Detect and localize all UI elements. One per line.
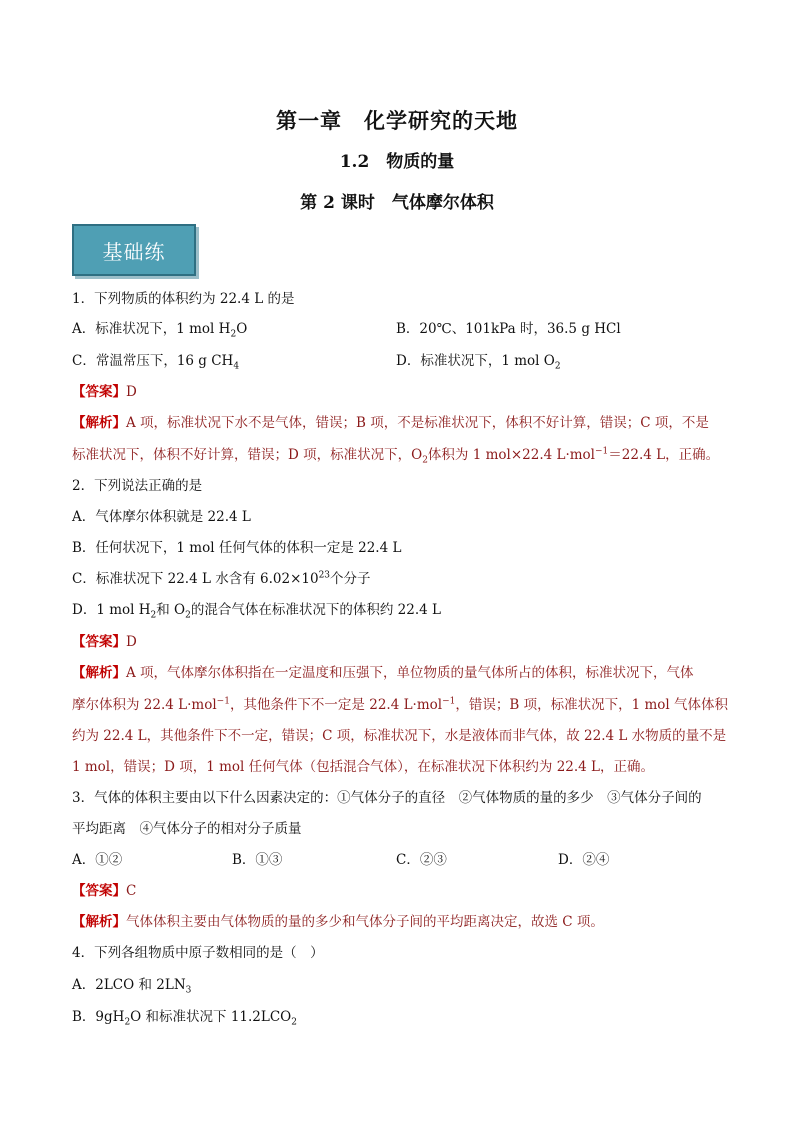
q2-d-text: D．1 mol H bbox=[72, 602, 151, 618]
analysis-sup: −1 bbox=[216, 696, 230, 707]
q1-d-sub: 2 bbox=[554, 361, 561, 372]
q1-a-text: A．标准状况下，1 mol H bbox=[72, 321, 231, 337]
q1-answer bbox=[72, 383, 137, 401]
q2-option-d bbox=[72, 601, 441, 619]
q4-b-mid: O 和标准状况下 11.2LCO bbox=[130, 1009, 292, 1025]
section-title: 1.2 物质的量 bbox=[339, 152, 455, 172]
q1-option-d bbox=[396, 352, 561, 370]
q1-a-post: O bbox=[236, 321, 248, 337]
analysis-text: ，错误；B 项，标准状况下，1 mol 气体体积 bbox=[455, 697, 729, 713]
q1-c-sub: 4 bbox=[233, 361, 240, 372]
analysis-tag: 【解析】 bbox=[72, 665, 126, 681]
analysis-tag: 【解析】 bbox=[72, 415, 126, 431]
q4-option-a bbox=[72, 976, 191, 994]
q1-analysis-line-1 bbox=[72, 414, 709, 432]
q4-stem: 4．下列各组物质中原子数相同的是（ ） bbox=[72, 945, 324, 961]
q2-analysis-line-1 bbox=[72, 664, 694, 682]
chapter-title: 第一章 化学研究的天地 bbox=[276, 108, 518, 133]
analysis-text: ，其他条件下不一定是 22.4 L·mol bbox=[229, 697, 443, 713]
q4-a-text: A．2LCO 和 2LN bbox=[72, 977, 186, 993]
q2-c-post: 个分子 bbox=[330, 571, 371, 587]
answer-value: D bbox=[126, 634, 137, 650]
analysis-text: A 项，气体摩尔体积指在一定温度和压强下，单位物质的量气体所占的体积，标准状况下，气体 bbox=[126, 665, 694, 681]
q3-stem-line-2: 平均距离 ④气体分子的相对分子质量 bbox=[72, 821, 302, 837]
q3-answer bbox=[72, 882, 136, 900]
q4-option-b bbox=[72, 1008, 297, 1026]
q2-c-sup: 23 bbox=[318, 570, 331, 581]
q2-analysis-line-4: 1 mol，错误；D 项，1 mol 任何气体（包括混合气体），在标准状况下体积约为 22.4 L，正确。 bbox=[72, 759, 655, 775]
badge-label: 基础练 bbox=[102, 239, 166, 264]
q2-analysis-line-3: 约为 22.4 L，其他条件下不一定，错误；C 项，标准状况下，水是液体而非气体，故 22.4 L 水物质的量不是 bbox=[72, 728, 727, 744]
q3-stem-line-1: 3．气体的体积主要由以下什么因素决定的：①气体分子的直径 ②气体物质的量的多少 ③气体分子间的 bbox=[72, 790, 702, 806]
answer-tag: 【答案】 bbox=[72, 634, 126, 650]
q1-stem: 1．下列物质的体积约为 22.4 L 的是 bbox=[72, 291, 295, 307]
q2-option-c bbox=[72, 570, 371, 588]
q2-d-post: 的混合气体在标准状况下的体积约 22.4 L bbox=[190, 602, 441, 618]
q2-answer bbox=[72, 633, 137, 651]
q2-d-mid: 和 O bbox=[156, 602, 186, 618]
q1-option-b: B．20℃、101kPa 时，36.5 g HCl bbox=[396, 321, 621, 337]
answer-value: D bbox=[126, 384, 137, 400]
answer-value: C bbox=[126, 883, 137, 899]
lesson-title: 第 2 课时 气体摩尔体积 bbox=[300, 193, 494, 213]
q4-b-sub: 2 bbox=[291, 1017, 297, 1028]
q4-b-text: B．9gH bbox=[72, 1009, 125, 1025]
q3-option-d: D．②④ bbox=[558, 852, 610, 868]
analysis-tag: 【解析】 bbox=[72, 914, 126, 930]
q4-a-sub: 3 bbox=[185, 985, 192, 996]
analysis-text: 体积为 1 mol×22.4 L·mol bbox=[427, 447, 596, 463]
analysis-sup: −1 bbox=[442, 696, 456, 707]
q2-d-sub: 2 bbox=[150, 610, 157, 621]
analysis-sup: −1 bbox=[595, 446, 609, 457]
q1-a-sub: 2 bbox=[230, 329, 237, 340]
q3-analysis bbox=[72, 913, 604, 931]
analysis-text: 摩尔体积为 22.4 L·mol bbox=[72, 697, 217, 713]
answer-tag: 【答案】 bbox=[72, 883, 126, 899]
q2-stem: 2．下列说法正确的是 bbox=[72, 478, 203, 494]
q2-option-b: B．任何状况下，1 mol 任何气体的体积一定是 22.4 L bbox=[72, 540, 402, 556]
q1-d-text: D．标准状况下，1 mol O bbox=[396, 353, 555, 369]
q3-option-c: C．②③ bbox=[396, 852, 447, 868]
analysis-sub: 2 bbox=[422, 455, 428, 466]
q2-c-text: C．标准状况下 22.4 L 水含有 6.02×10 bbox=[72, 571, 319, 587]
q2-option-a: A．气体摩尔体积就是 22.4 L bbox=[72, 509, 251, 525]
q2-analysis-line-2 bbox=[72, 696, 728, 714]
q1-c-text: C．常温常压下，16 g CH bbox=[72, 353, 234, 369]
q1-option-c bbox=[72, 352, 239, 370]
answer-tag: 【答案】 bbox=[72, 384, 126, 400]
q4-b-sub: 2 bbox=[124, 1017, 131, 1028]
analysis-text: A 项，标准状况下水不是气体，错误；B 项，不是标准状况下，体积不好计算，错误；C 项，不是 bbox=[126, 415, 709, 431]
q2-d-sub: 2 bbox=[185, 610, 191, 621]
q1-analysis-line-2 bbox=[72, 446, 719, 464]
analysis-text: ＝22.4 L，正确。 bbox=[608, 447, 720, 463]
q3-option-b: B．①③ bbox=[232, 852, 283, 868]
q1-option-a bbox=[72, 320, 247, 338]
analysis-text: 标准状况下，体积不好计算，错误；D 项，标准状况下，O bbox=[72, 447, 423, 463]
analysis-text: 气体体积主要由气体物质的量的多少和气体分子间的平均距离决定，故选 C 项。 bbox=[126, 914, 604, 930]
q3-option-a: A．①② bbox=[72, 852, 123, 868]
basic-practice-badge bbox=[72, 224, 196, 276]
